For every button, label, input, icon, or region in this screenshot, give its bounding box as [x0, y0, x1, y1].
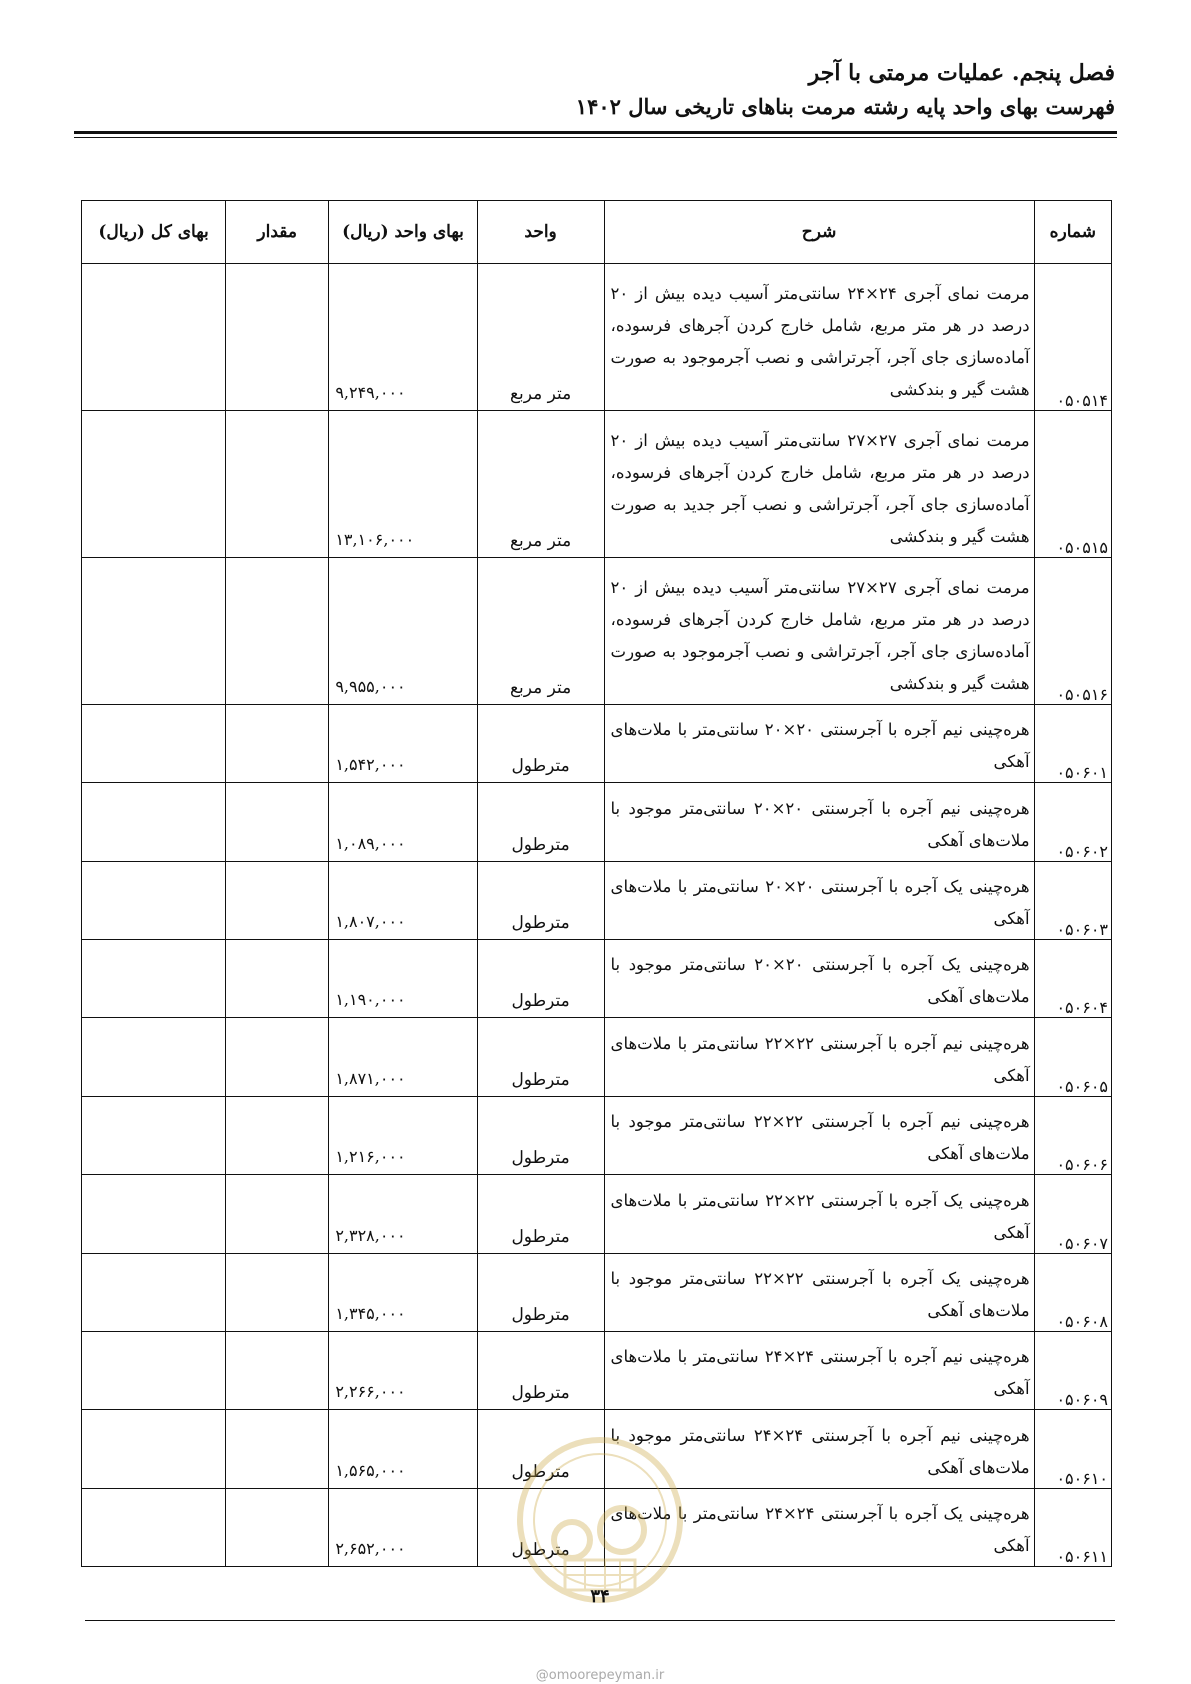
row-code: ۰۵۰۵۱۴: [1034, 264, 1111, 411]
document-subtitle: فهرست بهای واحد پایه رشته مرمت بناهای تاریخی سال ۱۴۰۲: [575, 94, 1115, 119]
table-row: [82, 783, 1112, 861]
col-header-desc: شرح: [604, 201, 1034, 264]
table-row: [82, 264, 1112, 411]
footer-rule: [85, 1620, 1115, 1621]
table-header-row: [82, 201, 1112, 264]
table-row: [82, 940, 1112, 1018]
row-quantity: [226, 1410, 329, 1488]
row-unit: مترطول: [477, 1096, 604, 1174]
table-row: [82, 1096, 1112, 1174]
row-total-price: [82, 940, 226, 1018]
table-row: [82, 861, 1112, 939]
price-table: [81, 200, 1112, 1567]
row-description: هره‌چینی یک آجره با آجرسنتی ۲۰×۲۰ سانتی‌متر با ملات‌های آهکی: [604, 861, 1034, 939]
row-total-price: [82, 264, 226, 411]
row-code: ۰۵۰۶۰۶: [1034, 1096, 1111, 1174]
row-code: ۰۵۰۶۰۸: [1034, 1253, 1111, 1331]
row-unit: مترطول: [477, 1018, 604, 1096]
row-description: هره‌چینی نیم آجره با آجرسنتی ۲۴×۲۴ سانتی‌متر با ملات‌های آهکی: [604, 1331, 1034, 1409]
row-unit: مترطول: [477, 1175, 604, 1253]
row-unit-price: ۹,۹۵۵,۰۰۰: [329, 558, 477, 705]
row-total-price: [82, 1096, 226, 1174]
table-row: [82, 1488, 1112, 1566]
row-quantity: [226, 1253, 329, 1331]
row-unit-price: ۱,۰۸۹,۰۰۰: [329, 783, 477, 861]
row-total-price: [82, 783, 226, 861]
row-description: هره‌چینی یک آجره با آجرسنتی ۲۴×۲۴ سانتی‌متر با ملات‌های آهکی: [604, 1488, 1034, 1566]
row-quantity: [226, 1488, 329, 1566]
col-header-qty: مقدار: [226, 201, 329, 264]
row-code: ۰۵۰۶۰۴: [1034, 940, 1111, 1018]
row-unit-price: ۱,۸۰۷,۰۰۰: [329, 861, 477, 939]
row-description: هره‌چینی یک آجره با آجرسنتی ۲۲×۲۲ سانتی‌متر با ملات‌های آهکی: [604, 1175, 1034, 1253]
col-header-unit-price: بهای واحد (ریال): [329, 201, 477, 264]
row-total-price: [82, 1410, 226, 1488]
row-unit: مترطول: [477, 1253, 604, 1331]
row-description: هره‌چینی نیم آجره با آجرسنتی ۲۲×۲۲ سانتی‌متر با ملات‌های آهکی: [604, 1018, 1034, 1096]
row-total-price: [82, 1018, 226, 1096]
row-total-price: [82, 1253, 226, 1331]
row-unit: مترطول: [477, 940, 604, 1018]
page-header: [76, 56, 1115, 124]
row-unit-price: ۲,۶۵۲,۰۰۰: [329, 1488, 477, 1566]
table-row: [82, 1018, 1112, 1096]
row-unit: مترطول: [477, 783, 604, 861]
row-quantity: [226, 783, 329, 861]
row-total-price: [82, 411, 226, 558]
row-unit-price: ۹,۲۴۹,۰۰۰: [329, 264, 477, 411]
row-code: ۰۵۰۵۱۶: [1034, 558, 1111, 705]
row-quantity: [226, 1331, 329, 1409]
row-code: ۰۵۰۶۰۲: [1034, 783, 1111, 861]
row-quantity: [226, 705, 329, 783]
row-total-price: [82, 558, 226, 705]
row-quantity: [226, 940, 329, 1018]
row-description: هره‌چینی نیم آجره با آجرسنتی ۲۴×۲۴ سانتی‌متر موجود با ملات‌های آهکی: [604, 1410, 1034, 1488]
site-watermark: @omoorepeyman.ir: [535, 1668, 665, 1683]
row-unit: مترطول: [477, 1331, 604, 1409]
table-row: [82, 1175, 1112, 1253]
col-header-code: شماره: [1034, 201, 1111, 264]
row-unit: مترطول: [477, 1488, 604, 1566]
row-description: هره‌چینی نیم آجره با آجرسنتی ۲۰×۲۰ سانتی‌متر موجود با ملات‌های آهکی: [604, 783, 1034, 861]
row-unit: مترطول: [477, 861, 604, 939]
row-unit-price: ۱,۵۴۲,۰۰۰: [329, 705, 477, 783]
row-code: ۰۵۰۶۰۵: [1034, 1018, 1111, 1096]
row-unit-price: ۲,۲۶۶,۰۰۰: [329, 1331, 477, 1409]
row-total-price: [82, 1331, 226, 1409]
row-description: هره‌چینی یک آجره با آجرسنتی ۲۰×۲۰ سانتی‌متر موجود با ملات‌های آهکی: [604, 940, 1034, 1018]
row-description: مرمت نمای آجری ۲۴×۲۴ سانتی‌متر آسیب دیده بیش از ۲۰ درصد در هر متر مربع، شامل خارج کردن آجرهای فرسوده، آماده‌سازی جای آجر، آجرتراشی و نصب آجرموجود به صورت هشت گیر و بندکشی: [604, 264, 1034, 411]
row-code: ۰۵۰۶۱۰: [1034, 1410, 1111, 1488]
row-code: ۰۵۰۶۱۱: [1034, 1488, 1111, 1566]
row-code: ۰۵۰۶۰۹: [1034, 1331, 1111, 1409]
row-unit-price: ۱,۳۴۵,۰۰۰: [329, 1253, 477, 1331]
row-description: هره‌چینی نیم آجره با آجرسنتی ۲۲×۲۲ سانتی‌متر موجود با ملات‌های آهکی: [604, 1096, 1034, 1174]
row-quantity: [226, 1175, 329, 1253]
row-unit-price: ۱,۸۷۱,۰۰۰: [329, 1018, 477, 1096]
header-rule-thick: [74, 131, 1117, 134]
table-row: [82, 1253, 1112, 1331]
row-description: مرمت نمای آجری ۲۷×۲۷ سانتی‌متر آسیب دیده بیش از ۲۰ درصد در هر متر مربع، شامل خارج کردن آجرهای فرسوده، آماده‌سازی جای آجر، آجرتراشی و نصب آجرموجود به صورت هشت گیر و بندکشی: [604, 558, 1034, 705]
row-quantity: [226, 1096, 329, 1174]
row-unit-price: ۱,۵۶۵,۰۰۰: [329, 1410, 477, 1488]
col-header-total: بهای کل (ریال): [82, 201, 226, 264]
row-description: مرمت نمای آجری ۲۷×۲۷ سانتی‌متر آسیب دیده بیش از ۲۰ درصد در هر متر مربع، شامل خارج کردن آجرهای فرسوده، آماده‌سازی جای آجر، آجرتراشی و نصب آجر جدید به صورت هشت گیر و بندکشی: [604, 411, 1034, 558]
row-code: ۰۵۰۶۰۷: [1034, 1175, 1111, 1253]
table-row: [82, 1410, 1112, 1488]
col-header-unit: واحد: [477, 201, 604, 264]
row-description: هره‌چینی نیم آجره با آجرسنتی ۲۰×۲۰ سانتی‌متر با ملات‌های آهکی: [604, 705, 1034, 783]
table-row: [82, 705, 1112, 783]
row-quantity: [226, 264, 329, 411]
row-code: ۰۵۰۶۰۱: [1034, 705, 1111, 783]
row-total-price: [82, 861, 226, 939]
row-unit: مترطول: [477, 1410, 604, 1488]
row-unit: متر مربع: [477, 264, 604, 411]
table-row: [82, 558, 1112, 705]
row-unit-price: ۱,۲۱۶,۰۰۰: [329, 1096, 477, 1174]
row-total-price: [82, 1175, 226, 1253]
row-unit: متر مربع: [477, 558, 604, 705]
row-unit-price: ۱۳,۱۰۶,۰۰۰: [329, 411, 477, 558]
page-number: ۳۴: [590, 1586, 610, 1607]
row-total-price: [82, 1488, 226, 1566]
row-code: ۰۵۰۶۰۳: [1034, 861, 1111, 939]
table-row: [82, 411, 1112, 558]
row-quantity: [226, 411, 329, 558]
table-row: [82, 1331, 1112, 1409]
header-rule-thin: [74, 137, 1117, 138]
row-unit-price: ۱,۱۹۰,۰۰۰: [329, 940, 477, 1018]
row-quantity: [226, 558, 329, 705]
chapter-title: فصل پنجم. عملیات مرمتی با آجر: [808, 60, 1115, 86]
row-quantity: [226, 1018, 329, 1096]
row-quantity: [226, 861, 329, 939]
row-total-price: [82, 705, 226, 783]
row-description: هره‌چینی یک آجره با آجرسنتی ۲۲×۲۲ سانتی‌متر موجود با ملات‌های آهکی: [604, 1253, 1034, 1331]
row-unit: مترطول: [477, 705, 604, 783]
row-code: ۰۵۰۵۱۵: [1034, 411, 1111, 558]
row-unit-price: ۲,۳۲۸,۰۰۰: [329, 1175, 477, 1253]
row-unit: متر مربع: [477, 411, 604, 558]
